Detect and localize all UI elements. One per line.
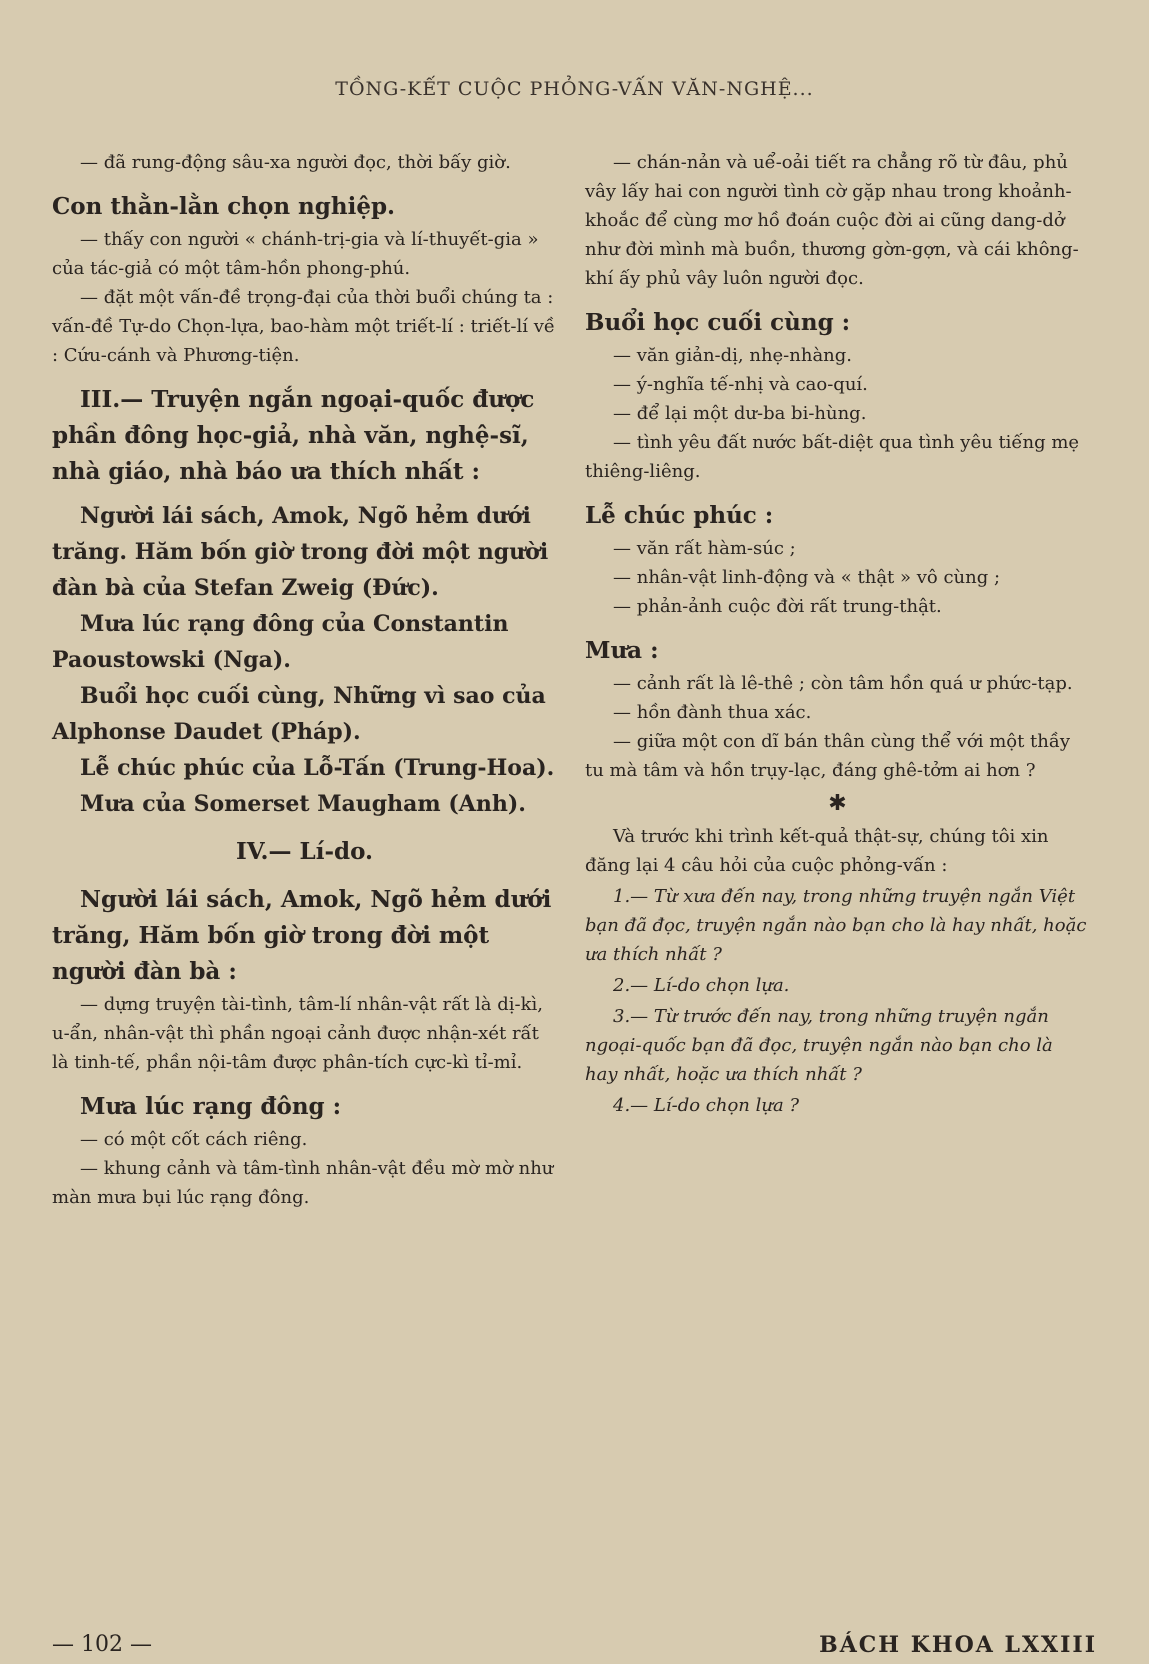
left-column xyxy=(52,148,557,1212)
right-column xyxy=(585,148,1090,1120)
title-entry: Lễ chúc phúc của Lỗ-Tấn (Trung-Hoa). xyxy=(80,755,555,781)
section-heading: IV.— Lí-do. xyxy=(235,838,374,865)
paragraph: — văn rất hàm-súc ; xyxy=(613,538,796,559)
paragraph: — nhân-vật linh-động và « thật » vô cùng ; xyxy=(613,567,1001,588)
paragraph: — đặt một vấn-đề trọng-đại của thời buổi chúng ta : vấn-đề Tự-do Chọn-lựa, bao-hàm một triết-lí : triết-lí về : Cứu-cánh và Phương-tiện. xyxy=(52,287,555,366)
section-heading: Mưa lúc rạng đông : xyxy=(80,1093,342,1120)
paragraph: — ý-nghĩa tế-nhị và cao-quí. xyxy=(613,374,868,395)
question-item: 4.— Lí-do chọn lựa ? xyxy=(613,1095,800,1116)
paragraph: Và trước khi trình kết-quả thật-sự, chúng tôi xin đăng lại 4 câu hỏi của cuộc phỏng-vấn : xyxy=(585,826,1049,876)
paragraph: — có một cốt cách riêng. xyxy=(80,1129,308,1150)
paragraph: — khung cảnh và tâm-tình nhân-vật đều mờ mờ như màn mưa bụi lúc rạng đông. xyxy=(52,1158,554,1208)
paragraph: — hồn đành thua xác. xyxy=(613,702,812,723)
section-heading: Con thằn-lằn chọn nghiệp. xyxy=(52,193,396,220)
page-number: — 102 — xyxy=(52,1632,152,1657)
title-entry: Mưa lúc rạng đông của Constantin Paoustowski (Nga). xyxy=(52,611,509,673)
section-heading: Buổi học cuối cùng : xyxy=(585,309,851,336)
question-item: 1.— Từ xưa đến nay, trong những truyện ngắn Việt bạn đã đọc, truyện ngắn nào bạn cho là hay nhất, hoặc ưa thích nhất ? xyxy=(585,886,1087,965)
question-item: 2.— Lí-do chọn lựa. xyxy=(613,975,790,996)
paragraph: — cảnh rất là lê-thê ; còn tâm hồn quá ư phức-tạp. xyxy=(613,673,1073,694)
asterisk-divider-icon: ✱ xyxy=(828,791,847,816)
title-entry: Người lái sách, Amok, Ngõ hẻm dưới trăng. Hăm bốn giờ trong đời một người đàn bà của Stefan Zweig (Đức). xyxy=(52,503,549,601)
question-item: 3.— Từ trước đến nay, trong những truyện ngắn ngoại-quốc bạn đã đọc, truyện ngắn nào bạn cho là hay nhất, hoặc ưa thích nhất ? xyxy=(585,1006,1053,1085)
paragraph: — để lại một dư-ba bi-hùng. xyxy=(613,403,867,424)
paragraph: — đã rung-động sâu-xa người đọc, thời bấy giờ. xyxy=(80,152,511,173)
paragraph: — phản-ảnh cuộc đời rất trung-thật. xyxy=(613,596,942,617)
title-entry: Mưa của Somerset Maugham (Anh). xyxy=(80,791,526,817)
magazine-name: BÁCH KHOA LXXIII xyxy=(819,1632,1097,1658)
section-heading: Mưa : xyxy=(585,637,659,664)
title-entry: Buổi học cuối cùng, Những vì sao của Alphonse Daudet (Pháp). xyxy=(52,683,546,745)
section-heading: III.— Truyện ngắn ngoại-quốc được phần đông học-giả, nhà văn, nghệ-sĩ, nhà giáo, nhà báo ưa thích nhất : xyxy=(52,386,535,485)
paragraph: — thấy con người « chánh-trị-gia và lí-thuyết-gia » của tác-giả có một tâm-hồn phong-phú. xyxy=(52,229,539,279)
paragraph: — giữa một con dĩ bán thân cùng thể với một thầy tu mà tâm và hồn trụy-lạc, đáng ghê-tởm ai hơn ? xyxy=(585,731,1071,781)
paragraph: — chán-nản và uể-oải tiết ra chẳng rõ từ đâu, phủ vây lấy hai con người tình cờ gặp nhau trong khoảnh-khoắc để cùng mơ hồ đoán cuộc đời ai cũng dang-dở như đời mình mà buồn, thương gờn-gợn, và cái không-khí ấy phủ vây luôn người đọc. xyxy=(585,152,1079,289)
paragraph: — văn giản-dị, nhẹ-nhàng. xyxy=(613,345,853,366)
section-heading: Lễ chúc phúc : xyxy=(585,502,774,529)
running-header: TỒNG-KẾT CUỘC PHỎNG-VẤN VĂN-NGHỆ... xyxy=(335,78,814,100)
paragraph: — dựng truyện tài-tình, tâm-lí nhân-vật rất là dị-kì, u-ẩn, nhân-vật thì phần ngoại cảnh được nhận-xét rất là tinh-tế, phần nội-tâm được phân-tích cực-kì tỉ-mỉ. xyxy=(52,994,544,1073)
paragraph: — tình yêu đất nước bất-diệt qua tình yêu tiếng mẹ thiêng-liêng. xyxy=(585,432,1080,482)
section-heading: Người lái sách, Amok, Ngõ hẻm dưới trăng, Hăm bốn giờ trong đời một người đàn bà : xyxy=(52,886,552,985)
